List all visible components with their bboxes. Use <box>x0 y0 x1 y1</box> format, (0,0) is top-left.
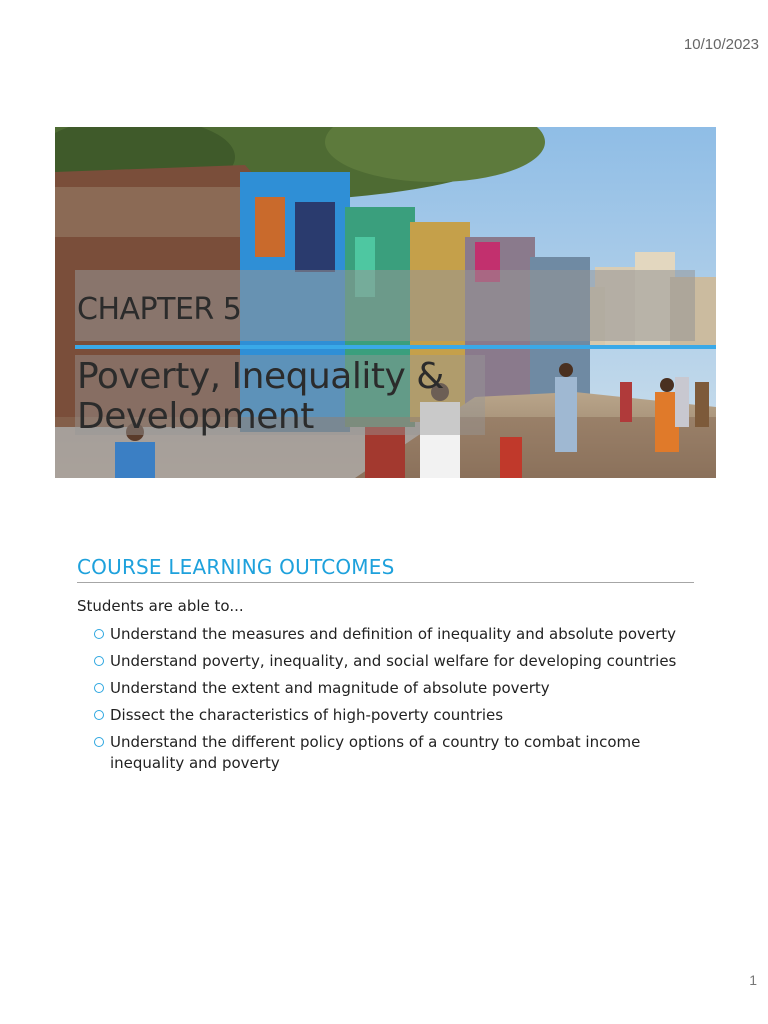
learning-outcomes-list <box>94 624 704 780</box>
list-item: Understand the extent and magnitude of absolute poverty <box>94 678 704 699</box>
heading-divider <box>77 582 694 583</box>
list-item: Understand the different policy options of a country to combat income inequality and poverty <box>94 732 704 774</box>
page-number: 1 <box>749 972 757 988</box>
chapter-label: CHAPTER 5 <box>77 292 242 327</box>
title-divider <box>75 345 716 349</box>
list-item: Dissect the characteristics of high-poverty countries <box>94 705 704 726</box>
circle-bullet-icon <box>94 737 104 747</box>
circle-bullet-icon <box>94 656 104 666</box>
title-slide <box>55 127 716 478</box>
list-item: Understand the measures and definition of inequality and absolute poverty <box>94 624 704 645</box>
section-heading: COURSE LEARNING OUTCOMES <box>77 555 395 579</box>
circle-bullet-icon <box>94 629 104 639</box>
circle-bullet-icon <box>94 710 104 720</box>
print-date: 10/10/2023 <box>683 36 759 53</box>
slide-title: Poverty, Inequality & Development <box>77 356 444 437</box>
circle-bullet-icon <box>94 683 104 693</box>
list-item: Understand poverty, inequality, and social welfare for developing countries <box>94 651 704 672</box>
lead-text: Students are able to... <box>77 597 244 615</box>
